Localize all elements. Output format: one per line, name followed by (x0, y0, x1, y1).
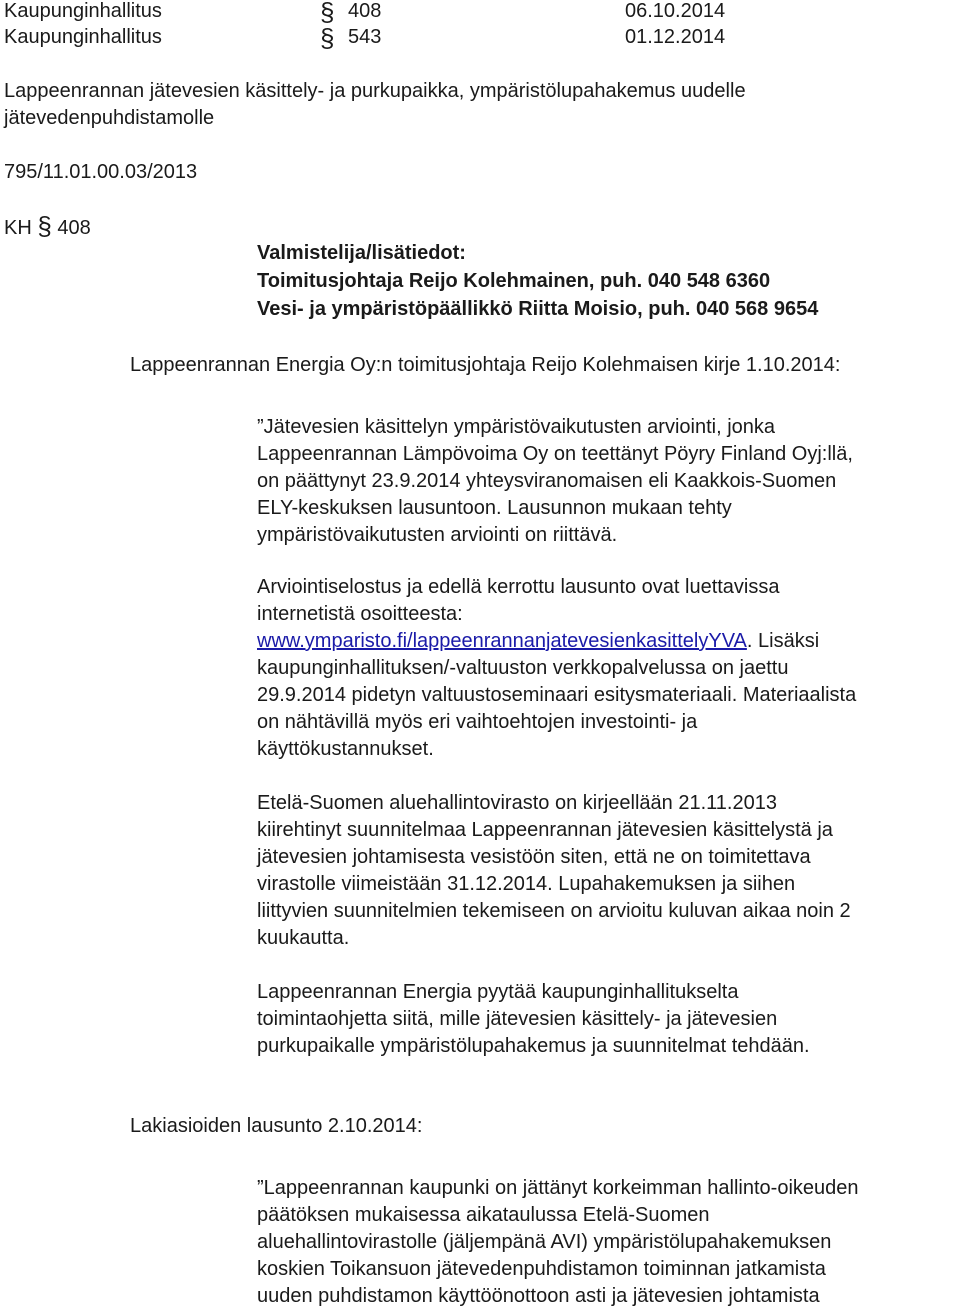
section-number: 543 (348, 26, 382, 48)
letter-intro: Lappeenrannan Energia Oy:n toimitusjohtaja Reijo Kolehmaisen kirje 1.10.2014: (130, 354, 841, 376)
para2-line: käyttökustannukset. (257, 738, 434, 760)
section-sign: § (320, 0, 335, 27)
para3-line: jätevesien johtamisesta vesistöön siten, että ne on toimitettava (257, 846, 811, 868)
yva-link[interactable]: www.ymparisto.fi/lappeenrannanjatevesienkasittelyYVA (257, 630, 747, 652)
para2-line: on nähtävillä myös eri vaihtoehtojen investointi- ja (257, 711, 698, 733)
reference-number: 795/11.01.00.03/2013 (4, 161, 198, 183)
kh-label: KH § 408 (4, 211, 91, 241)
section-number: 408 (348, 0, 382, 22)
meeting-body: Kaupunginhallitus (4, 26, 162, 48)
para2-line: 29.9.2014 pidetyn valtuustoseminaari esitysmateriaali. Materiaalista (257, 684, 857, 706)
preparer-2: Vesi- ja ympäristöpäällikkö Riitta Moisio, puh. 040 568 9654 (257, 298, 819, 320)
section-sign: § (320, 23, 335, 53)
meeting-body: Kaupunginhallitus (4, 0, 162, 22)
para3-line: liittyvien suunnitelmien tekemiseen on arvioitu kuluvan aikaa noin 2 (257, 900, 851, 922)
para3-line: kuukautta. (257, 927, 350, 949)
quote1-line: ympäristövaikutusten arviointi on riittävä. (257, 524, 618, 546)
para4-line: purkupaikalle ympäristölupahakemus ja suunnitelmat tehdään. (257, 1035, 810, 1057)
quote1-line: ELY-keskuksen lausuntoon. Lausunnon mukaan tehty (257, 497, 732, 519)
para3-line: virastolle viimeistään 31.12.2014. Lupahakemuksen ja siihen (257, 873, 796, 895)
para2-link-line: www.ymparisto.fi/lappeenrannanjatevesienkasittelyYVA. Lisäksi (257, 630, 820, 652)
quote2-line: koskien Toikansuon jätevedenpuhdistamon toiminnan jatkamista (257, 1258, 826, 1280)
quote2-line: ”Lappeenrannan kaupunki on jättänyt korkeimman hallinto-oikeuden (257, 1177, 859, 1199)
para3-line: Etelä-Suomen aluehallintovirasto on kirjeellään 21.11.2013 (257, 792, 777, 814)
para2-line: kaupunginhallituksen/-valtuuston verkkopalvelussa on jaettu (257, 657, 789, 679)
meeting-date: 01.12.2014 (625, 26, 726, 48)
quote1-line: ”Jätevesien käsittelyn ympäristövaikutusten arviointi, jonka (257, 416, 776, 438)
para4-line: Lappeenrannan Energia pyytää kaupunginhallitukselta (257, 981, 739, 1003)
para2-line: internetistä osoitteesta: (257, 603, 463, 625)
preparers-heading: Valmistelija/lisätiedot: (257, 242, 466, 264)
document-title: Lappeenrannan jätevesien käsittely- ja purkupaikka, ympäristölupahakemus uudelle (4, 80, 746, 102)
meeting-date: 06.10.2014 (625, 0, 726, 22)
quote1-line: Lappeenrannan Lämpövoima Oy on teettänyt Pöyry Finland Oyj:llä, (257, 443, 853, 465)
quote2-line: uuden puhdistamon käyttöönottoon asti ja jätevesien johtamista (257, 1285, 820, 1307)
para3-line: kiirehtinyt suunnitelmaa Lappeenrannan jätevesien käsittelystä ja (257, 819, 833, 841)
para4-line: toimintaohjetta siitä, mille jätevesien käsittely- ja jätevesien (257, 1008, 778, 1030)
preparer-1: Toimitusjohtaja Reijo Kolehmainen, puh. 040 548 6360 (257, 270, 771, 292)
para2-line: Arviointiselostus ja edellä kerrottu lausunto ovat luettavissa (257, 576, 780, 598)
document-title-cont: jätevedenpuhdistamolle (4, 107, 215, 129)
quote2-line: aluehallintovirastolle (jäljempänä AVI) ympäristölupahakemuksen (257, 1231, 832, 1253)
quote2-line: päätöksen mukaisessa aikataulussa Etelä-Suomen (257, 1204, 710, 1226)
quote1-line: on päättynyt 23.9.2014 yhteysviranomaisen eli Kaakkois-Suomen (257, 470, 837, 492)
legal-statement-heading: Lakiasioiden lausunto 2.10.2014: (130, 1115, 423, 1137)
